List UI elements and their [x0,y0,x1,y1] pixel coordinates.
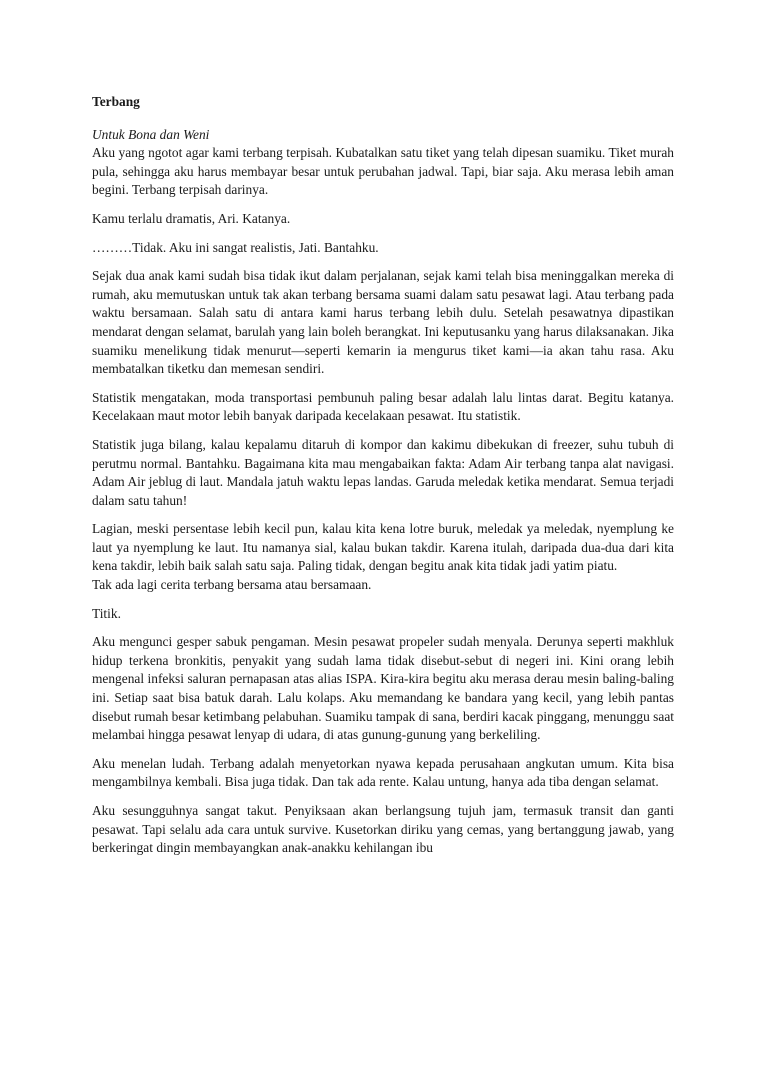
dedication: Untuk Bona dan Weni [92,126,210,142]
paragraph-7: Lagian, meski persentase lebih kecil pun, kalau kita kena lotre buruk, meledak ya meledak, nyemplung ke laut ya nyemplung ke laut. Itu namanya sial, kalau bukan takdir. Karena itulah, daripada dua-dua dari kita kena takdir, lebih baik salah satu saja. Paling tidak, dengan begitu anak kita tidak jadi yatim piatu. [92,521,674,574]
paragraph-2: Kamu terlalu dramatis, Ari. Katanya. [92,210,291,226]
paragraph-4: Sejak dua anak kami sudah bisa tidak ikut dalam perjalanan, sejak kami telah bisa meninggalkan mereka di rumah, aku memutuskan untuk tak akan terbang bersama suami dalam satu pesawat lagi. Atau terbang pada waktu bersamaan. Salah satu di antara kami harus terbang lebih dulu. Setelah pesawatnya dipastikan mendarat dengan selamat, barulah yang lain boleh berangkat. Ini keputusanku yang harus dilaksanakan. Jika suamiku menelikung tidak menurut—seperti kemarin ia mengurus tiket kami—ia akan tahu rasa. Aku membatalkan tiketku dan memesan sendiri. [92,268,674,377]
paragraph-8: Tak ada lagi cerita terbang bersama atau bersamaan. [92,577,372,593]
paragraph-5: Statistik mengatakan, moda transportasi pembunuh paling besar adalah lalu lintas darat. Begitu katanya. Kecelakaan maut motor lebih banyak daripada kecelakaan pesawat. Itu statistik. [92,389,674,424]
paragraph-10: Aku mengunci gesper sabuk pengaman. Mesin pesawat propeler sudah menyala. Derunya seperti makhluk hidup terkena bronkitis, penyakit yang sudah lama tidak disebut-sebut di negeri ini. Kini orang lebih mengenal infeksi saluran pernapasan atas alias ISPA. Kira-kira begitu aku merasa derau mesin baling-baling ini. Setiap saat bisa batuk darah. Lalu kolaps. Aku memandang ke bandara yang kecil, yang lebih pantas disebut rumah besar ketimbang pelabuhan. Suamiku tampak di sana, berdiri kacak pinggang, menunggu saat melambai hingga pesawat lenyap di udara, di atas gunung-gunung yang berkeliling. [92,634,674,743]
document-title: Terbang [92,94,140,109]
paragraph-9: Titik. [92,605,121,621]
paragraph-1: Aku yang ngotot agar kami terbang terpisah. Kubatalkan satu tiket yang telah dipesan suamiku. Tiket murah pula, sehingga aku harus membayar besar untuk perubahan jadwal. Tapi, biar saja. Aku merasa lebih aman begini. Terbang terpisah darinya. [92,145,674,198]
paragraph-12: Aku sesungguhnya sangat takut. Penyiksaan akan berlangsung tujuh jam, termasuk transit dan ganti pesawat. Tapi selalu ada cara untuk survive. Kusetorkan diriku yang cemas, yang bertanggung jawab, yang berkeringat dingin membayangkan anak-anakku kehilangan ibu [92,803,674,856]
paragraph-3: ………Tidak. Aku ini sangat realistis, Jati. Bantahku. [92,239,379,255]
document-page [92,93,674,868]
paragraph-11: Aku menelan ludah. Terbang adalah menyetorkan nyawa kepada perusahaan angkutan umum. Kita bisa mengambilnya kembali. Bisa juga tidak. Dan tak ada rente. Kalau untung, hanya ada tiba dengan selamat. [92,755,674,790]
paragraph-6: Statistik juga bilang, kalau kepalamu ditaruh di kompor dan kakimu dibekukan di freezer, suhu tubuh di perutmu normal. Bantahku. Bagaimana kita mau mengabaikan fakta: Adam Air terbang tanpa alat navigasi. Adam Air jeblug di laut. Mandala jatuh waktu lepas landas. Garuda meledak ketika mendarat. Semua terjadi dalam satu tahun! [92,436,674,508]
